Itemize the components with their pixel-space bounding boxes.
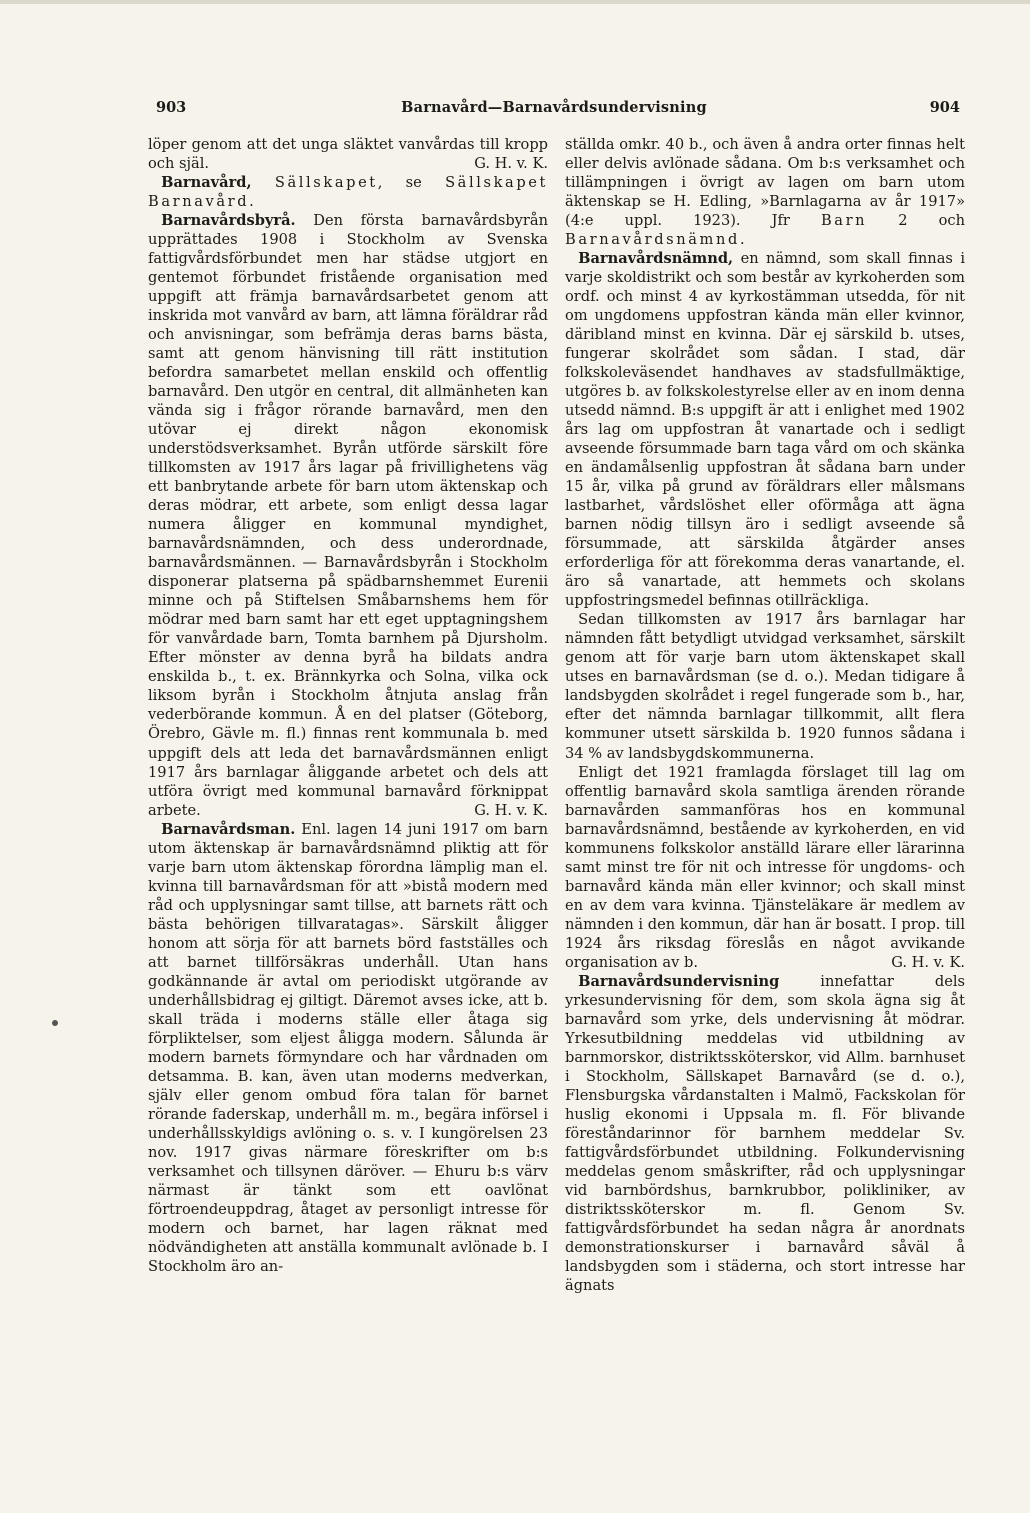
entry-text: Enligt det 1921 framlagda förslaget till lag om offentlig barnavård skola samtliga ärenden rörande barnavården sammanföras hos en kommunal barnavårdsnämnd, bestående av kyrkoherden, en vid kommunens folkskolor anställd lärare eller lärarinna samt minst tre för nit och intresse för ungdoms- och barnavård kända män eller kvinnor; och skall minst en av dem vara kvinna. Tjänsteläkare är medlem av nämnden i den kommun, där han är bosatt. I prop. till 1924 års riksdag föreslås en något avvikande organisation av b. xyxy=(565,763,965,971)
entry-text: . xyxy=(249,193,254,211)
entry-text: innefattar dels yrkesundervisning för dem, som skola ägna sig åt barnavård som yrke, dels undervisning åt mödrar. Yrkesutbildning meddelas vid utbildning av barnmorskor, distriktssköterskor, vid Allm. barnhuset i Stockholm, Sällskapet Barnavård (se d. o.), Flensburgska vårdanstalten i Malmö, Fackskolan för huslig ekonomi i Uppsala m. fl. För blivande föreståndarinnor för barnhem meddelar Sv. fattigvårdsförbundet utbildning. Folkundervisning meddelas genom småskrifter, råd och upplysningar vid barnbördshus, barnkrubbor, polikliniker, av distriktssköterskor m. fl. Genom Sv. fattigvårdsförbundet ha sedan några år anordnats demonstrationskurser i barnavård såväl å landsbygden som i städerna, och stort intresse har ägnats xyxy=(565,972,966,1294)
entry-headword: Barnavårdsundervisning xyxy=(578,972,780,990)
page-number-right: 904 xyxy=(929,99,960,116)
page-top-edge xyxy=(0,0,1030,4)
entry-text: Enl. lagen 14 juni 1917 om barn utom äktenskap är barnavårdsnämnd pliktig att för varje barn utom äktenskap förordna lämplig man el. kvinna till barnavårdsman för att »bistå modern med råd och upplysningar samt tillse, att barnets rätt och bästa behörigen tillvaratagas». Särskilt åligger honom att sörja för att barnets börd fastställes och att barnet tillförsäkras underhåll. Utan hans godkännande är avtal om periodiskt utgörande av underhållsbidrag ej giltigt. Däremot avses icke, att b. skall träda i moderns ställe eller åtaga sig förpliktelser, som eljest åligga modern. Sålunda är modern barnets förmyndare och har vårdnaden om detsamma. B. kan, även utan moderns medverkan, själv eller genom ombud föra talan för barnet rörande faderskap, underhåll m. m., begära införsel i underhållsskyldigs avlöning o. s. v. I kungörelsen 23 nov. 1917 givas närmare föreskrifter om b:s verksamhet och tillsynen däröver. — Ehuru b:s värv närmast är tänkt som ett oavlönat förtroendeuppdrag, åtaget av personligt intresse för modern och barnet, har lagen räknat med nödvändigheten att anställa kommunalt avlönade b. I Stockholm äro an- xyxy=(148,820,548,1275)
entry-paragraph: Sedan tillkomsten av 1917 års barnlagar har nämnden fått betydligt utvidgad verksamhet, särskilt genom att för varje barn utom äktenskapet skall utses en barnavårdsman (se d. o.). Medan tidigare å landsbygden skolrådet i regel fungerade som b., har, efter det nämnda barnlagar tillkommit, allt flera kommuner utsett särskilda b. 1920 funnos sådana i 34 % av landsbygdskommunerna. xyxy=(565,611,965,762)
spaced-reference: Sällskapet Barnavård xyxy=(148,174,548,211)
entry-text: 2 och xyxy=(898,212,965,230)
page-header xyxy=(148,99,960,119)
author-signature: G. H. v. K. xyxy=(474,801,548,819)
entry-text: Den första barnavårdsbyrån upprättades 1908 i Stockholm av Svenska fattigvårdsförbundet men har städse utgjort en gentemot förbundet fristående organisation med uppgift att främja barnavårdsarbetet genom att inskrida mot vanvård av barn, att lämna föräldrar råd och anvisningar, som befrämja deras barns bästa, samt att genom hänvisning till rätt institution befordra samarbetet mellan enskild och offentlig barnavård. Den utgör en central, dit allmänheten kan vända sig i frågor rörande barnavård, men den utövar ej direkt någon ekonomisk understödsverksamhet. Byrån utförde särskilt före tillkomsten av 1917 års lagar på frivillighetens väg ett banbrytande arbete för barn utom äktenskap och deras mödrar, ett arbete, som enligt dessa lagar numera åligger en kommunal myndighet, barnavårdsnämnden, och dess underordnade, barnavårdsmännen. — Barnavårdsbyrån i Stockholm disponerar platserna på spädbarnshemmet Eurenii minne och på Stiftelsen Småbarnshems hem för mödrar med barn samt har ett eget upptagningshem för vanvårdade barn, Tomta barnhem på Djursholm. Efter mönster av denna byrå ha bildats andra enskilda b., t. ex. Brännkyrka och Solna, vilka ock liksom byrån i Stockholm åtnjuta anslag från vederbörande kommun. Å en del platser (Göteborg, Örebro, Gävle m. fl.) finnas rent kommunala b. med uppgift dels att leda det barnavårdsmännen enligt 1917 års barnlagar åliggande arbetet och dels att utföra övrigt med kommunal barnavård förknippat arbete. xyxy=(148,212,548,819)
spaced-reference: Barnavårdsnämnd xyxy=(565,231,740,249)
entry-headword: Barnavårdsman. xyxy=(161,820,296,838)
running-title: Barnavård—Barnavårdsundervisning xyxy=(401,99,707,116)
entry-continuation xyxy=(148,135,548,173)
continuation-text: löper genom att det unga släktet vanvårdas till kropp och själ. xyxy=(148,136,548,173)
spaced-reference: Barn xyxy=(820,212,868,230)
entry-barnavard-sallskapet xyxy=(148,173,548,211)
entry-headword: Barnavårdsnämnd, xyxy=(578,250,734,268)
entry-text: , se xyxy=(377,174,422,192)
left-column xyxy=(148,135,548,1276)
margin-mark xyxy=(52,1020,58,1026)
entry-barnavardsnamnd xyxy=(565,249,965,610)
entry-barnavardsbyra xyxy=(148,211,548,820)
entry-text: ställda omkr. 40 b., och även å andra orter finnas helt eller delvis avlönade sådana. Om b:s verksamhet och tillämpningen i övrigt av lagen om barn utom äktenskap se H. Edling, »Barnlagarna av år 1917» (4:e uppl. 1923). Jfr xyxy=(565,136,965,230)
entry-continuation xyxy=(565,135,965,249)
author-signature: G. H. v. K. xyxy=(891,953,965,971)
entry-text: . xyxy=(739,231,745,249)
entry-text: en nämnd, som skall finnas i varje skoldistrikt och som består av kyrkoherden som ordf. och minst 4 av kyrkostämman utsedda, för nit om ungdomens uppfostran kända män eller kvinnor, däribland minst en kvinna. Där ej särskild b. utses, fungerar skolrådet som sådan. I stad, där folkskoleväsendet handhaves av stadsfullmäktige, utgöres b. av folkskolestyrelse eller av en inom denna utsedd nämnd. B:s uppgift är att i enlighet med 1902 års lag om uppfostran åt vanartade och i sedligt avseende försummade barn taga vård om och skänka en ändamålsenlig uppfostran åt sådana barn under 15 år, vilka på grund av föräldrars eller målsmans lastbarhet, vårdslöshet eller oförmåga att ägna barnen nödig tillsyn äro i sedligt avseende så försummade, att särskilda åtgärder anses erforderliga för att förekomma deras vanartande, el. äro så vanartade, att hemmets och skolans uppfostringsmedel befinnas otillräckliga. xyxy=(565,250,966,610)
author-signature: G. H. v. K. xyxy=(474,155,548,173)
page-number-left: 903 xyxy=(156,99,187,116)
entry-barnavardsundervisning xyxy=(565,972,965,1295)
spaced-reference: Sällskapet xyxy=(274,174,378,192)
right-column xyxy=(565,135,965,1295)
entry-paragraph xyxy=(565,763,965,972)
entry-barnavardsman xyxy=(148,820,548,1276)
entry-headword: Barnavårdsbyrå. xyxy=(161,212,296,230)
entry-headword: Barnavård, xyxy=(161,174,252,192)
